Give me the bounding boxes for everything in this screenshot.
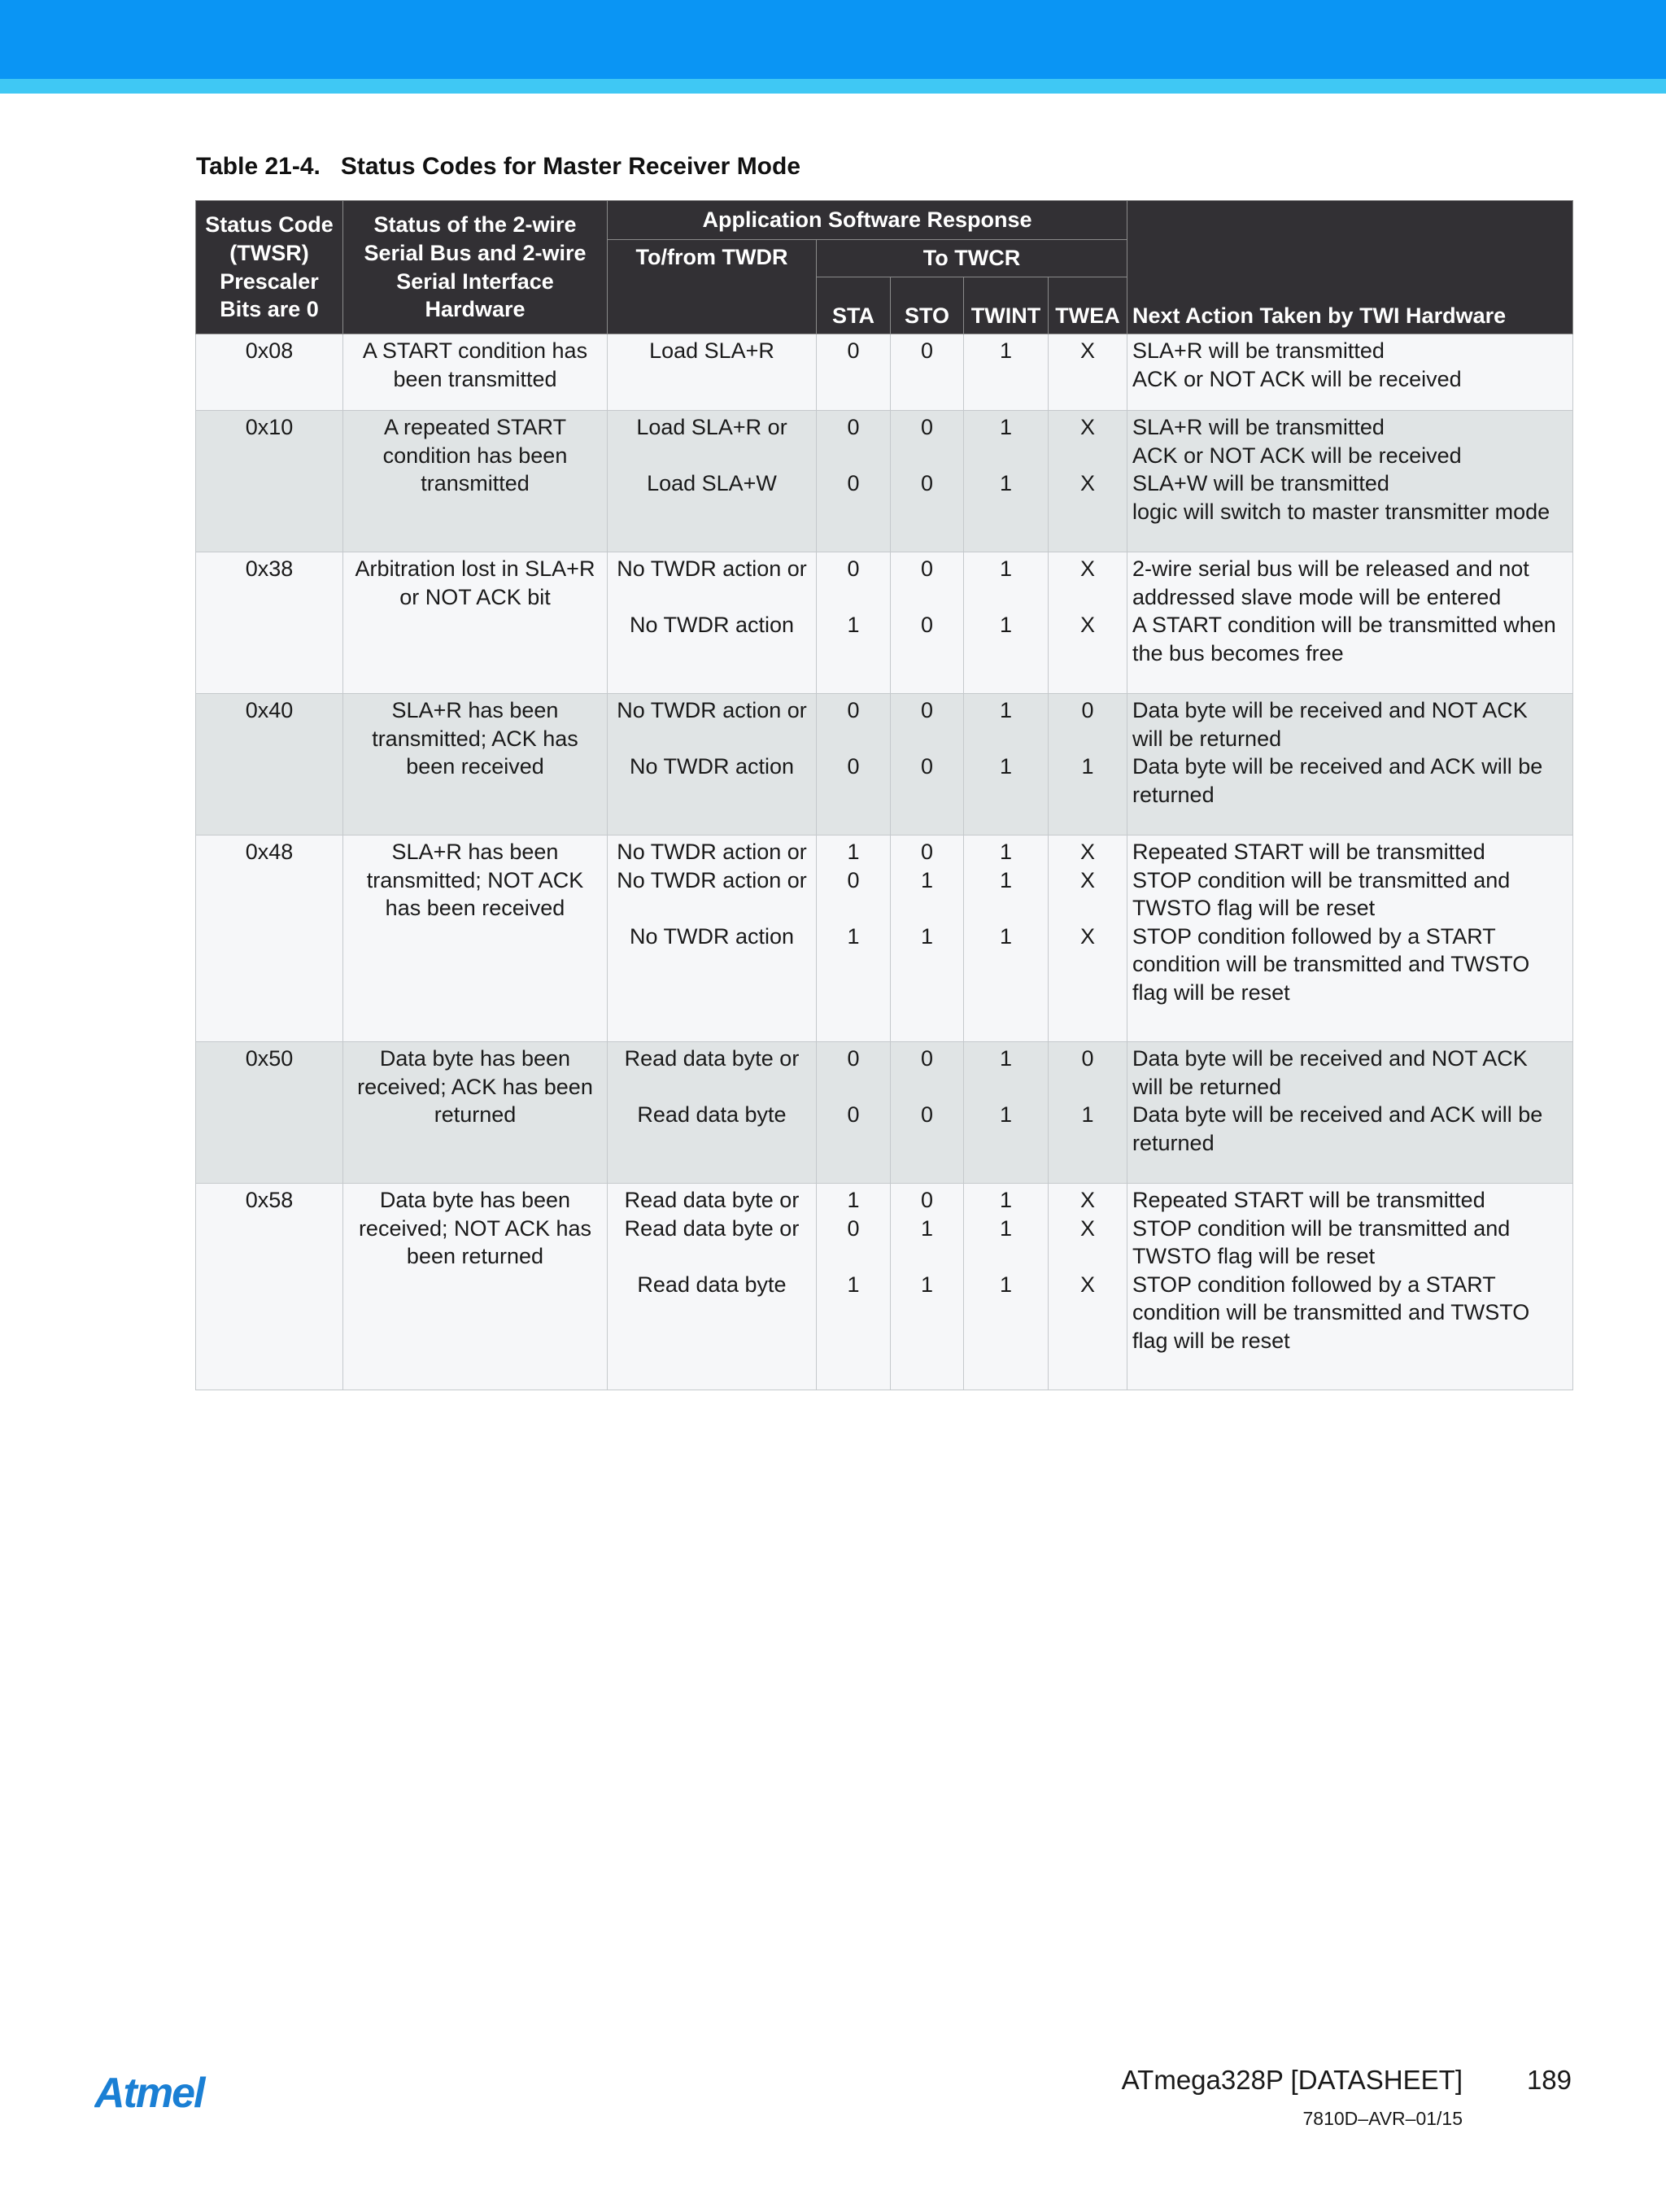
cell-line: Load SLA+W <box>647 471 777 496</box>
twdr-action-cell <box>608 411 817 552</box>
cell-line: flag will be reset <box>1132 1328 1290 1353</box>
cell-line: 0x10 <box>245 415 294 439</box>
cell-line: 0 <box>920 613 934 638</box>
cell-line: 1 <box>999 698 1013 722</box>
cell-line <box>611 894 813 923</box>
cell-line: 0x50 <box>245 1046 294 1071</box>
twint-cell <box>964 334 1049 411</box>
cell-line <box>820 894 887 923</box>
next-action-cell <box>1127 1042 1573 1184</box>
status-code-cell <box>196 411 343 552</box>
twea-cell <box>1049 694 1127 835</box>
cell-line: 1 <box>999 613 1013 638</box>
cell-line <box>1052 1073 1123 1102</box>
cell-line: 0 <box>847 415 860 439</box>
header-status-code <box>196 201 343 334</box>
table-row <box>196 1042 1573 1184</box>
table-row <box>196 334 1573 411</box>
cell-line: 0x38 <box>245 556 294 581</box>
sto-cell <box>891 552 964 694</box>
cell-line: STOP condition will be transmitted and <box>1132 1215 1511 1241</box>
cell-line: STOP condition followed by a START <box>1132 1272 1496 1297</box>
cell-line: 0 <box>847 556 860 581</box>
cell-line: TWSTO flag will be reset <box>1132 1244 1376 1269</box>
next-action-cell <box>1127 552 1573 694</box>
cell-line <box>611 442 813 470</box>
cell-line <box>967 1073 1045 1102</box>
cell-line: condition has been <box>382 443 568 468</box>
next-action-cell <box>1127 1184 1573 1390</box>
cell-line: X <box>1080 923 1096 949</box>
cell-line: returned <box>1132 1130 1215 1155</box>
twint-cell <box>964 694 1049 835</box>
cell-line: A repeated START <box>383 415 567 439</box>
cell-line: Prescaler <box>220 268 319 294</box>
cell-line: Data byte has been <box>379 1046 571 1071</box>
cell-line: returned <box>1132 782 1215 807</box>
cell-line: Hardware <box>425 297 526 322</box>
cell-line: No TWDR action or <box>617 840 807 864</box>
cell-line: 0x40 <box>245 698 294 722</box>
cell-line: Read data byte or <box>624 1188 800 1212</box>
sta-cell <box>817 552 891 694</box>
cell-line: 1 <box>920 923 934 949</box>
cell-line: ACK or NOT ACK will be received <box>1132 443 1462 468</box>
cell-line: 0 <box>847 698 860 722</box>
cell-line: 1 <box>999 1215 1013 1241</box>
cell-line: Serial Interface <box>396 268 554 294</box>
header-to-twcr: To TWCR <box>817 240 1127 277</box>
sto-cell <box>891 411 964 552</box>
cell-line: 1 <box>1081 1102 1094 1128</box>
cell-line: condition will be transmitted and TWSTO <box>1132 1300 1530 1325</box>
cell-line: the bus becomes free <box>1132 640 1344 665</box>
cell-line: 1 <box>999 923 1013 949</box>
table-row <box>196 1184 1573 1390</box>
cell-line: transmitted; NOT ACK <box>366 867 584 892</box>
cell-line: Status Code <box>205 212 334 238</box>
cell-line <box>967 894 1045 923</box>
cell-line: No TWDR action or <box>617 698 807 722</box>
cell-line: Data byte will be received and ACK will be <box>1132 754 1543 779</box>
twea-cell <box>1049 411 1127 552</box>
sta-cell <box>817 1184 891 1390</box>
table-row <box>196 411 1573 552</box>
cell-line: 1 <box>999 867 1013 892</box>
cell-line <box>820 1073 887 1102</box>
cell-line: 1 <box>847 1188 860 1212</box>
cell-line: SLA+R will be transmitted <box>1132 338 1385 363</box>
cell-line: transmitted <box>421 471 530 496</box>
cell-line: Arbitration lost in SLA+R <box>355 556 595 581</box>
cell-line: 1 <box>920 1215 934 1241</box>
cell-line: 0 <box>920 698 934 722</box>
table-title: Table 21-4. Status Codes for Master Receiver Mode <box>196 153 801 180</box>
cell-line: (TWSR) <box>229 240 309 265</box>
cell-line: SLA+W will be transmitted <box>1132 471 1389 496</box>
cell-line: 1 <box>847 840 860 864</box>
cell-line: X <box>1080 840 1096 864</box>
atmel-logo-text: Atmel <box>94 2070 204 2115</box>
cell-line <box>1052 725 1123 753</box>
cell-line: been returned <box>406 1244 544 1269</box>
cell-line <box>894 1073 960 1102</box>
cell-line: 1 <box>999 1102 1013 1128</box>
cell-line <box>894 894 960 923</box>
cell-line: addressed slave mode will be entered <box>1132 584 1502 609</box>
cell-line: Load SLA+R or <box>636 415 787 439</box>
cell-line: SLA+R will be transmitted <box>1132 415 1385 439</box>
cell-line: A START condition has <box>362 338 588 363</box>
cell-line: 0 <box>847 1046 860 1071</box>
twint-cell <box>964 411 1049 552</box>
twint-cell <box>964 835 1049 1042</box>
cell-line <box>1052 1242 1123 1271</box>
cell-line <box>1052 442 1123 470</box>
header-to-from-twdr: To/from TWDR <box>608 240 817 334</box>
cell-line: 1 <box>847 613 860 638</box>
cell-line <box>967 725 1045 753</box>
cell-line: ACK or NOT ACK will be received <box>1132 366 1462 391</box>
cell-line: 0 <box>920 471 934 496</box>
next-action-cell <box>1127 694 1573 835</box>
bus-status-cell <box>343 1184 608 1390</box>
footer-page-number: 189 <box>1526 2065 1572 2095</box>
cell-line: 1 <box>999 415 1013 439</box>
cell-line: TWSTO flag will be reset <box>1132 896 1376 921</box>
cell-line: Repeated START will be transmitted <box>1132 840 1485 864</box>
cell-line: 1 <box>847 923 860 949</box>
cell-line: 0x48 <box>245 840 294 864</box>
cell-line: 1 <box>999 471 1013 496</box>
cell-line: No TWDR action <box>629 754 795 779</box>
cell-line: X <box>1080 1272 1096 1297</box>
cell-line: Read data byte <box>637 1102 787 1128</box>
header-sta: STA <box>817 277 891 334</box>
cell-line: 1 <box>999 754 1013 779</box>
cell-line <box>611 1073 813 1102</box>
cell-line: will be returned <box>1132 1074 1282 1099</box>
cell-line: Repeated START will be transmitted <box>1132 1188 1485 1212</box>
cell-line: 1 <box>999 1188 1013 1212</box>
cell-line: transmitted; ACK has <box>372 726 578 751</box>
cell-line: No TWDR action <box>629 613 795 638</box>
cell-line: 2-wire serial bus will be released and not <box>1132 556 1529 581</box>
cell-line: received; NOT ACK has <box>358 1215 592 1241</box>
cell-line: X <box>1080 415 1096 439</box>
twdr-action-cell <box>608 334 817 411</box>
cell-line: 0 <box>920 1188 934 1212</box>
cell-line: X <box>1080 556 1096 581</box>
twdr-action-cell <box>608 552 817 694</box>
header-status-bus <box>343 201 608 334</box>
cell-line: been received <box>406 754 544 779</box>
table-body <box>196 334 1573 1390</box>
status-code-cell <box>196 334 343 411</box>
cell-line: Load SLA+R <box>649 338 774 363</box>
cell-line: Read data byte or <box>624 1046 800 1071</box>
twea-cell <box>1049 835 1127 1042</box>
cell-line: No TWDR action or <box>617 867 807 892</box>
header-stripe <box>0 79 1666 94</box>
header-next-action: Next Action Taken by TWI Hardware <box>1127 201 1573 334</box>
sto-cell <box>891 835 964 1042</box>
cell-line <box>967 442 1045 470</box>
sta-cell <box>817 334 891 411</box>
cell-line: X <box>1080 1188 1096 1212</box>
cell-line: A START condition will be transmitted when <box>1132 613 1556 638</box>
cell-line: 0 <box>847 754 860 779</box>
cell-line <box>611 1242 813 1271</box>
twdr-action-cell <box>608 835 817 1042</box>
cell-line: 0 <box>1081 1046 1094 1071</box>
cell-line: returned <box>434 1102 517 1128</box>
cell-line: has been received <box>385 896 565 921</box>
bus-status-cell <box>343 835 608 1042</box>
cell-line: 1 <box>847 1272 860 1297</box>
cell-line: 0 <box>920 415 934 439</box>
cell-line <box>1052 583 1123 612</box>
cell-line: 1 <box>1081 754 1094 779</box>
table-row <box>196 552 1573 694</box>
bus-status-cell <box>343 411 608 552</box>
cell-line: STOP condition will be transmitted and <box>1132 867 1511 892</box>
twdr-action-cell <box>608 1184 817 1390</box>
cell-line: 0 <box>847 338 860 363</box>
footer-doc-id: 7810D–AVR–01/15 <box>1302 2108 1463 2129</box>
bus-status-cell <box>343 1042 608 1184</box>
cell-line <box>967 583 1045 612</box>
next-action-cell <box>1127 835 1573 1042</box>
cell-line: 0 <box>920 1046 934 1071</box>
sto-cell <box>891 694 964 835</box>
status-code-cell <box>196 694 343 835</box>
sto-cell <box>891 1184 964 1390</box>
twdr-action-cell <box>608 1042 817 1184</box>
cell-line: Data byte has been <box>379 1188 571 1212</box>
cell-line: SLA+R has been <box>391 698 559 722</box>
cell-line <box>820 725 887 753</box>
cell-line <box>894 442 960 470</box>
cell-line: No TWDR action or <box>617 556 807 581</box>
footer-doc-title: ATmega328P [DATASHEET] <box>1121 2065 1463 2095</box>
twea-cell <box>1049 552 1127 694</box>
cell-line: 1 <box>999 1046 1013 1071</box>
twdr-action-cell <box>608 694 817 835</box>
cell-line: 0 <box>920 840 934 864</box>
next-action-cell <box>1127 334 1573 411</box>
cell-line <box>894 583 960 612</box>
cell-line: 0 <box>920 754 934 779</box>
cell-line <box>820 583 887 612</box>
cell-line: been transmitted <box>393 366 557 391</box>
twea-cell <box>1049 1042 1127 1184</box>
cell-line: X <box>1080 613 1096 638</box>
cell-line: or NOT ACK bit <box>399 584 551 609</box>
table-row <box>196 835 1573 1042</box>
cell-line: 1 <box>999 1272 1013 1297</box>
status-code-cell <box>196 1042 343 1184</box>
twea-cell <box>1049 1184 1127 1390</box>
cell-line: 0x58 <box>245 1188 294 1212</box>
sta-cell <box>817 694 891 835</box>
bus-status-cell <box>343 334 608 411</box>
cell-line <box>894 725 960 753</box>
cell-line: X <box>1080 471 1096 496</box>
cell-line <box>894 1242 960 1271</box>
status-code-cell <box>196 835 343 1042</box>
table-row <box>196 694 1573 835</box>
cell-line: Bits are 0 <box>220 297 319 322</box>
cell-line: 0 <box>1081 698 1094 722</box>
cell-line <box>1052 894 1123 923</box>
cell-line: 1 <box>999 338 1013 363</box>
cell-line <box>820 442 887 470</box>
cell-line: X <box>1080 867 1096 892</box>
cell-line: 1 <box>920 867 934 892</box>
cell-line: X <box>1080 1215 1096 1241</box>
cell-line: will be returned <box>1132 726 1282 751</box>
cell-line: 0 <box>847 471 860 496</box>
cell-line: Read data byte or <box>624 1215 800 1241</box>
header-sto: STO <box>891 277 964 334</box>
sta-cell <box>817 835 891 1042</box>
cell-line: 0x08 <box>245 338 294 363</box>
cell-line: 0 <box>920 556 934 581</box>
cell-line: Read data byte <box>637 1272 787 1297</box>
sta-cell <box>817 1042 891 1184</box>
bus-status-cell <box>343 552 608 694</box>
cell-line: 0 <box>847 867 860 892</box>
cell-line: X <box>1080 338 1096 363</box>
cell-line: logic will switch to master transmitter mode <box>1132 499 1550 524</box>
cell-line: condition will be transmitted and TWSTO <box>1132 952 1530 977</box>
cell-line: STOP condition followed by a START <box>1132 923 1496 949</box>
cell-line: 0 <box>920 1102 934 1128</box>
sto-cell <box>891 1042 964 1184</box>
next-action-cell <box>1127 411 1573 552</box>
cell-line: flag will be reset <box>1132 979 1290 1005</box>
cell-line: Data byte will be received and ACK will be <box>1132 1102 1543 1128</box>
bus-status-cell <box>343 694 608 835</box>
cell-line <box>611 583 813 612</box>
sta-cell <box>817 411 891 552</box>
cell-line: 0 <box>920 338 934 363</box>
cell-line <box>820 1242 887 1271</box>
cell-line: Status of the 2-wire <box>373 212 577 238</box>
status-codes-table <box>195 200 1573 1390</box>
cell-line <box>967 1242 1045 1271</box>
header-app-response: Application Software Response <box>608 201 1127 240</box>
atmel-logo <box>94 2070 244 2115</box>
status-code-cell <box>196 1184 343 1390</box>
cell-line <box>611 725 813 753</box>
cell-line: Serial Bus and 2-wire <box>364 240 587 265</box>
twint-cell <box>964 1184 1049 1390</box>
cell-line: 0 <box>847 1102 860 1128</box>
cell-line: Data byte will be received and NOT ACK <box>1132 698 1528 722</box>
header-bar <box>0 0 1666 79</box>
sto-cell <box>891 334 964 411</box>
twea-cell <box>1049 334 1127 411</box>
cell-line: No TWDR action <box>629 923 795 949</box>
cell-line: SLA+R has been <box>391 840 559 864</box>
twint-cell <box>964 552 1049 694</box>
cell-line: 1 <box>999 840 1013 864</box>
header-twint: TWINT <box>964 277 1049 334</box>
twint-cell <box>964 1042 1049 1184</box>
cell-line: 0 <box>847 1215 860 1241</box>
cell-line: Data byte will be received and NOT ACK <box>1132 1046 1528 1071</box>
cell-line: 1 <box>999 556 1013 581</box>
status-code-cell <box>196 552 343 694</box>
cell-line: received; ACK has been <box>357 1074 593 1099</box>
header-twea: TWEA <box>1049 277 1127 334</box>
cell-line: 1 <box>920 1272 934 1297</box>
